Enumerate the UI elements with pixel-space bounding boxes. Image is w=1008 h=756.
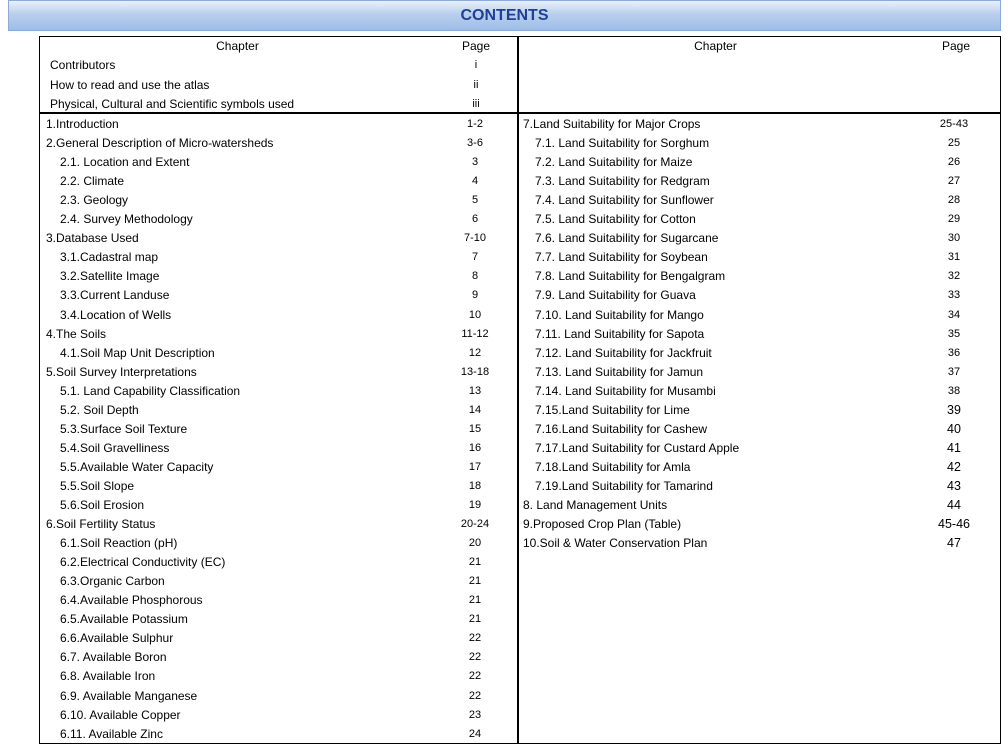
- right-contents-row: [518, 153, 1000, 172]
- entry-page: 21: [468, 575, 482, 588]
- entry-page: 20: [468, 537, 482, 550]
- entry-page: 21: [468, 556, 482, 569]
- left-contents-row: [40, 134, 518, 153]
- entry-page: 44: [947, 498, 961, 512]
- entry-title: 7.3. Land Suitability for Redgram: [535, 174, 710, 189]
- entry-page: 32: [947, 270, 961, 283]
- entry-title: 6.8. Available Iron: [60, 669, 156, 684]
- entry-page: 34: [947, 308, 961, 321]
- entry-title: 3.2.Satellite Image: [60, 269, 160, 284]
- entry-page: iii: [472, 98, 480, 110]
- entry-title: 7.17.Land Suitability for Custard Apple: [535, 440, 740, 455]
- entry-page: 6: [471, 213, 479, 226]
- entry-title: 2.1. Location and Extent: [60, 155, 190, 170]
- right-contents-row: [518, 267, 1000, 286]
- left-front-matter-panel: [39, 36, 519, 114]
- entry-title: 4.1.Soil Map Unit Description: [60, 345, 215, 360]
- entry-page: 21: [468, 594, 482, 607]
- left-contents-row: [40, 210, 518, 229]
- entry-page: 31: [947, 251, 961, 264]
- right-contents-row: [518, 210, 1000, 229]
- entry-page: 13-18: [460, 365, 490, 378]
- entry-title: Physical, Cultural and Scientific symbols used: [50, 97, 295, 111]
- entry-title: 7.15.Land Suitability for Lime: [535, 402, 690, 417]
- entry-title: 7.14. Land Suitability for Musambi: [535, 383, 716, 398]
- right-contents-row: [518, 134, 1000, 153]
- entry-page: 36: [947, 346, 961, 359]
- entry-page: 15: [468, 422, 482, 435]
- left-contents-row: [40, 629, 518, 648]
- entry-title: How to read and use the atlas: [50, 77, 210, 92]
- entry-title: 6.7. Available Boron: [60, 650, 167, 665]
- entry-title: 9.Proposed Crop Plan (Table): [523, 517, 682, 532]
- entry-title: 5.6.Soil Erosion: [60, 498, 145, 512]
- entry-title: 7.13. Land Suitability for Jamun: [535, 364, 704, 379]
- left-contents-row: [40, 172, 518, 191]
- entry-page: 3: [471, 156, 479, 169]
- entry-title: 7.9. Land Suitability for Guava: [535, 288, 696, 303]
- right-contents-row: [518, 458, 1000, 477]
- right-contents-row: [518, 382, 1000, 401]
- entry-page: 29: [947, 213, 961, 226]
- left-contents-row: [40, 706, 518, 725]
- entry-title: 5.1. Land Capability Classification: [60, 383, 241, 398]
- entry-title: 2.4. Survey Methodology: [60, 212, 193, 227]
- entry-page: 16: [468, 441, 482, 454]
- entry-title: 7.7. Land Suitability for Soybean: [535, 250, 708, 265]
- contents-banner: [8, 0, 1001, 31]
- entry-page: 38: [947, 384, 961, 397]
- entry-page: 18: [468, 479, 482, 492]
- entry-page: 7: [471, 251, 479, 264]
- entry-page: 43: [947, 478, 961, 493]
- entry-title: 6.Soil Fertility Status: [46, 517, 156, 532]
- left-contents-row: [40, 496, 518, 515]
- left-contents-row: [40, 286, 518, 305]
- entry-page: 35: [947, 327, 961, 340]
- right-contents-row: [518, 401, 1000, 420]
- entry-page: 22: [468, 670, 482, 683]
- right-contents-row: [518, 325, 1000, 344]
- left-contents-row: [40, 153, 518, 172]
- right-contents-row: [518, 534, 1000, 553]
- entry-page: 19: [468, 499, 482, 511]
- entry-page: 27: [947, 175, 961, 188]
- entry-title: 2.3. Geology: [60, 193, 129, 208]
- entry-title: 3.1.Cadastral map: [60, 250, 159, 265]
- entry-title: 5.4.Soil Gravelliness: [60, 440, 170, 455]
- entry-page: 12: [468, 346, 482, 359]
- left-contents-row: [40, 191, 518, 210]
- entry-title: 7.4. Land Suitability for Sunflower: [535, 193, 714, 208]
- entry-page: 37: [947, 365, 961, 378]
- entry-page: 26: [947, 156, 961, 169]
- right-page-header: Page: [941, 39, 971, 53]
- entry-title: 6.4.Available Phosphorous: [60, 593, 203, 608]
- right-contents-row: [518, 306, 1000, 325]
- entry-page: 30: [947, 232, 961, 245]
- entry-title: 6.5.Available Potassium: [60, 612, 188, 627]
- left-contents-row: [40, 648, 518, 667]
- entry-title: 7.18.Land Suitability for Amla: [535, 459, 691, 474]
- entry-title: 7.10. Land Suitability for Mango: [535, 307, 704, 322]
- right-contents-row: [518, 420, 1000, 439]
- right-contents-row: [518, 439, 1000, 458]
- right-contents-row: [518, 229, 1000, 248]
- entry-title: 5.3.Surface Soil Texture: [60, 421, 188, 436]
- left-contents-row: [40, 420, 518, 439]
- entry-page: ii: [473, 78, 479, 91]
- entry-page: 17: [468, 460, 482, 473]
- entry-title: 6.9. Available Manganese: [60, 688, 198, 703]
- right-contents-row: [518, 286, 1000, 305]
- left-contents-row: [40, 458, 518, 477]
- front-matter-row: [40, 56, 518, 75]
- entry-title: 3.3.Current Landuse: [60, 288, 170, 303]
- entry-title: 5.2. Soil Depth: [60, 402, 139, 417]
- right-contents-row: [518, 496, 1000, 515]
- right-contents-row: [518, 515, 1000, 534]
- left-contents-row: [40, 229, 518, 248]
- entry-title: 5.Soil Survey Interpretations: [46, 364, 197, 379]
- entry-title: 5.5.Available Water Capacity: [60, 459, 214, 474]
- entry-title: 1.Introduction: [46, 117, 119, 131]
- entry-title: 6.2.Electrical Conductivity (EC): [60, 555, 226, 570]
- entry-title: 3.4.Location of Wells: [60, 307, 172, 322]
- left-contents-row: [40, 267, 518, 286]
- left-contents-row: [40, 725, 518, 744]
- entry-title: 7.1. Land Suitability for Sorghum: [535, 136, 710, 151]
- entry-page: 24: [468, 727, 482, 740]
- entry-title: 6.6.Available Sulphur: [60, 631, 174, 646]
- entry-title: 7.2. Land Suitability for Maize: [535, 155, 693, 170]
- entry-page: 45-46: [938, 517, 970, 532]
- entry-page: 33: [947, 289, 961, 302]
- right-contents-row: [518, 363, 1000, 382]
- entry-page: 21: [468, 613, 482, 626]
- entry-page: 7-10: [463, 232, 487, 245]
- entry-title: Contributors: [50, 58, 116, 72]
- entry-title: 6.3.Organic Carbon: [60, 574, 165, 589]
- right-header-panel: [517, 36, 1001, 114]
- left-contents-row: [40, 687, 518, 706]
- front-matter-row: [40, 76, 518, 95]
- entry-title: 7.8. Land Suitability for Bengalgram: [535, 269, 726, 284]
- entry-title: 7.12. Land Suitability for Jackfruit: [535, 345, 712, 360]
- entry-page: 20-24: [460, 518, 490, 531]
- entry-page: 42: [947, 459, 961, 474]
- entry-title: 4.The Soils: [46, 326, 107, 341]
- entry-title: 7.Land Suitability for Major Crops: [523, 117, 701, 131]
- entry-title: 6.1.Soil Reaction (pH): [60, 536, 178, 551]
- entry-page: 41: [947, 440, 961, 455]
- entry-title: 7.16.Land Suitability for Cashew: [535, 421, 708, 436]
- left-contents-row: [40, 572, 518, 591]
- right-contents-row: [518, 191, 1000, 210]
- entry-page: 3-6: [467, 137, 483, 150]
- entry-title: 10.Soil & Water Conservation Plan: [523, 536, 708, 551]
- left-chapter-header: Chapter: [216, 39, 259, 53]
- left-contents-row: [40, 306, 518, 325]
- entry-page: 8: [471, 270, 479, 283]
- entry-page: 23: [468, 708, 482, 721]
- right-contents-row: [518, 344, 1000, 363]
- entry-page: 25: [947, 137, 961, 150]
- entry-title: 7.6. Land Suitability for Sugarcane: [535, 231, 719, 246]
- entry-page: 39: [947, 402, 961, 417]
- right-contents-row: [518, 477, 1000, 496]
- entry-page: 47: [947, 536, 961, 551]
- left-contents-row: [40, 439, 518, 458]
- right-contents-row: [518, 248, 1000, 267]
- left-contents-row: [40, 248, 518, 267]
- entry-title: 3.Database Used: [46, 231, 139, 246]
- entry-page: 28: [947, 194, 961, 207]
- entry-title: 2.General Description of Micro-watersheds: [46, 136, 274, 151]
- entry-page: 13: [468, 384, 482, 397]
- entry-title: 6.10. Available Copper: [60, 707, 181, 722]
- left-contents-row: [40, 534, 518, 553]
- entry-title: 5.5.Soil Slope: [60, 478, 135, 493]
- left-contents-row: [40, 115, 518, 134]
- right-contents-row: [518, 115, 1000, 134]
- entry-page: 14: [468, 403, 482, 416]
- entry-title: 7.19.Land Suitability for Tamarind: [535, 478, 713, 493]
- entry-page: i: [474, 59, 478, 71]
- entry-page: 5: [471, 194, 479, 207]
- entry-page: 25-43: [939, 118, 969, 130]
- left-contents-row: [40, 610, 518, 629]
- left-contents-row: [40, 515, 518, 534]
- left-contents-row: [40, 382, 518, 401]
- left-contents-row: [40, 591, 518, 610]
- entry-page: 22: [468, 632, 482, 645]
- left-contents-row: [40, 344, 518, 363]
- left-contents-row: [40, 477, 518, 496]
- entry-title: 8. Land Management Units: [523, 498, 668, 512]
- entry-page: 40: [947, 421, 961, 436]
- left-contents-row: [40, 401, 518, 420]
- left-contents-row: [40, 325, 518, 344]
- entry-page: 4: [471, 175, 479, 188]
- entry-title: 6.11. Available Zinc: [60, 726, 163, 741]
- entry-page: 10: [468, 308, 482, 321]
- left-contents-row: [40, 363, 518, 382]
- entry-page: 11-12: [461, 327, 489, 340]
- left-contents-row: [40, 667, 518, 686]
- left-page-header: Page: [461, 39, 491, 53]
- left-contents-panel: [39, 112, 519, 744]
- entry-title: 7.11. Land Suitability for Sapota: [535, 326, 705, 341]
- entry-page: 9: [471, 289, 479, 302]
- entry-title: 7.5. Land Suitability for Cotton: [535, 212, 696, 227]
- left-contents-row: [40, 553, 518, 572]
- entry-page: 22: [468, 651, 482, 664]
- entry-page: 22: [468, 689, 482, 702]
- contents-title: CONTENTS: [460, 7, 549, 24]
- right-contents-panel: [517, 112, 1001, 744]
- right-chapter-header: Chapter: [694, 39, 737, 53]
- entry-page: 1-2: [467, 118, 483, 130]
- entry-title: 2.2. Climate: [60, 174, 125, 189]
- right-contents-row: [518, 172, 1000, 191]
